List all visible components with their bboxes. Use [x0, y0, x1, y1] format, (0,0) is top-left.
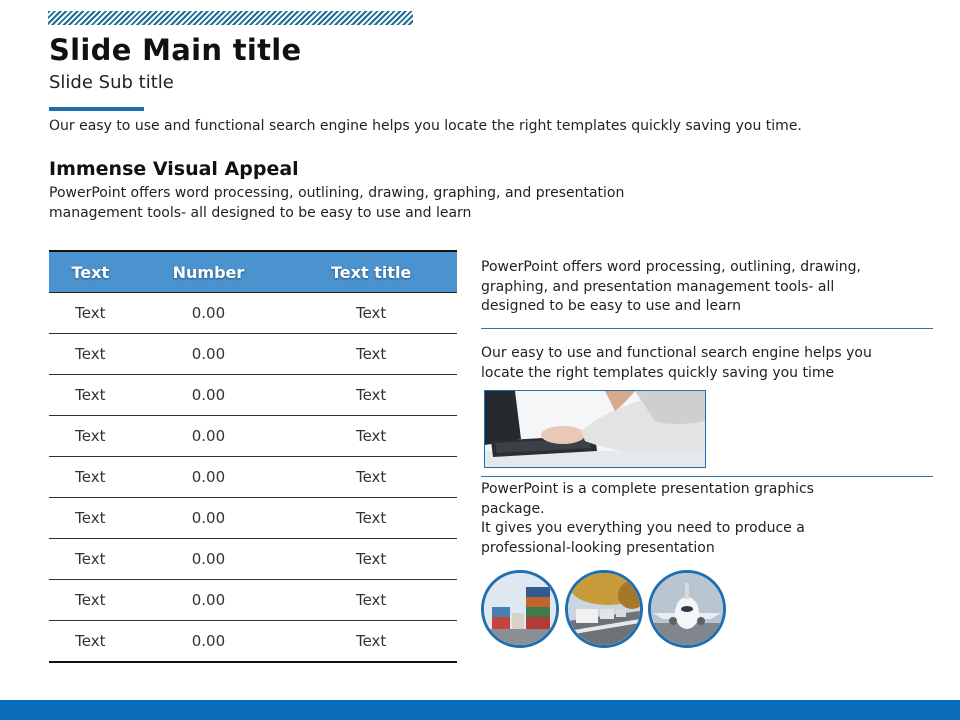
table-row	[49, 539, 457, 580]
column-header: Number	[132, 251, 286, 293]
table-cell: Text	[49, 375, 132, 416]
table-cell: Text	[285, 334, 457, 375]
data-table	[49, 250, 457, 663]
right-paragraph-3-line: PowerPoint is a complete presentation graphics package.	[481, 481, 814, 517]
divider	[481, 328, 933, 329]
shipping-containers-photo	[481, 570, 559, 648]
table-cell: 0.00	[132, 416, 286, 457]
airplane-photo	[648, 570, 726, 648]
table-cell: Text	[49, 498, 132, 539]
table-cell: 0.00	[132, 457, 286, 498]
table-cell: Text	[49, 293, 132, 334]
page-subtitle: Slide Sub title	[49, 72, 174, 93]
table-row	[49, 416, 457, 457]
table-cell: 0.00	[132, 334, 286, 375]
table-cell: Text	[285, 375, 457, 416]
table-cell: 0.00	[132, 293, 286, 334]
page-title: Slide Main title	[49, 33, 302, 67]
table-row	[49, 621, 457, 663]
decorative-hatch-bar	[48, 11, 413, 25]
divider	[481, 476, 933, 477]
table-row	[49, 293, 457, 334]
table-row	[49, 375, 457, 416]
section-body-line: PowerPoint offers word processing, outlining, drawing, graphing, and presentation	[49, 185, 625, 201]
column-header: Text	[49, 251, 132, 293]
table-cell: 0.00	[132, 539, 286, 580]
table-cell: Text	[49, 334, 132, 375]
right-paragraph-1: PowerPoint offers word processing, outlining, drawing, graphing, and presentation management tools- all designed to be easy to use and learn	[481, 259, 861, 314]
right-paragraph-3	[481, 480, 881, 558]
column-header: Text title	[285, 251, 457, 293]
table-row	[49, 334, 457, 375]
trucks-road-photo	[565, 570, 643, 648]
right-paragraph-2: Our easy to use and functional search engine helps you locate the right templates quickly saving you time	[481, 345, 872, 381]
right-paragraph-3-line: It gives you everything you need to produce a professional-looking presentation	[481, 520, 805, 556]
table-header-row	[49, 251, 457, 293]
section-body	[49, 184, 689, 223]
intro-text: Our easy to use and functional search engine helps you locate the right templates quickly saving you time.	[49, 118, 802, 134]
table-row	[49, 580, 457, 621]
table-cell: Text	[49, 621, 132, 663]
table-cell: 0.00	[132, 621, 286, 663]
table-cell: 0.00	[132, 580, 286, 621]
table-cell: Text	[285, 457, 457, 498]
title-underline	[49, 107, 144, 111]
table-cell: Text	[49, 457, 132, 498]
table-cell: Text	[285, 416, 457, 457]
table-row	[49, 457, 457, 498]
table-cell: Text	[285, 539, 457, 580]
section-body-line: management tools- all designed to be easy to use and learn	[49, 204, 472, 221]
table-cell: Text	[285, 621, 457, 663]
table-cell: 0.00	[132, 375, 286, 416]
table-cell: 0.00	[132, 498, 286, 539]
keyboard-photo	[484, 390, 706, 468]
table-cell: Text	[285, 293, 457, 334]
section-title: Immense Visual Appeal	[49, 158, 299, 180]
footer-bar	[0, 700, 960, 720]
table-cell: Text	[49, 539, 132, 580]
table-cell: Text	[49, 416, 132, 457]
table-cell: Text	[285, 580, 457, 621]
table-row	[49, 498, 457, 539]
table-cell: Text	[285, 498, 457, 539]
table-cell: Text	[49, 580, 132, 621]
